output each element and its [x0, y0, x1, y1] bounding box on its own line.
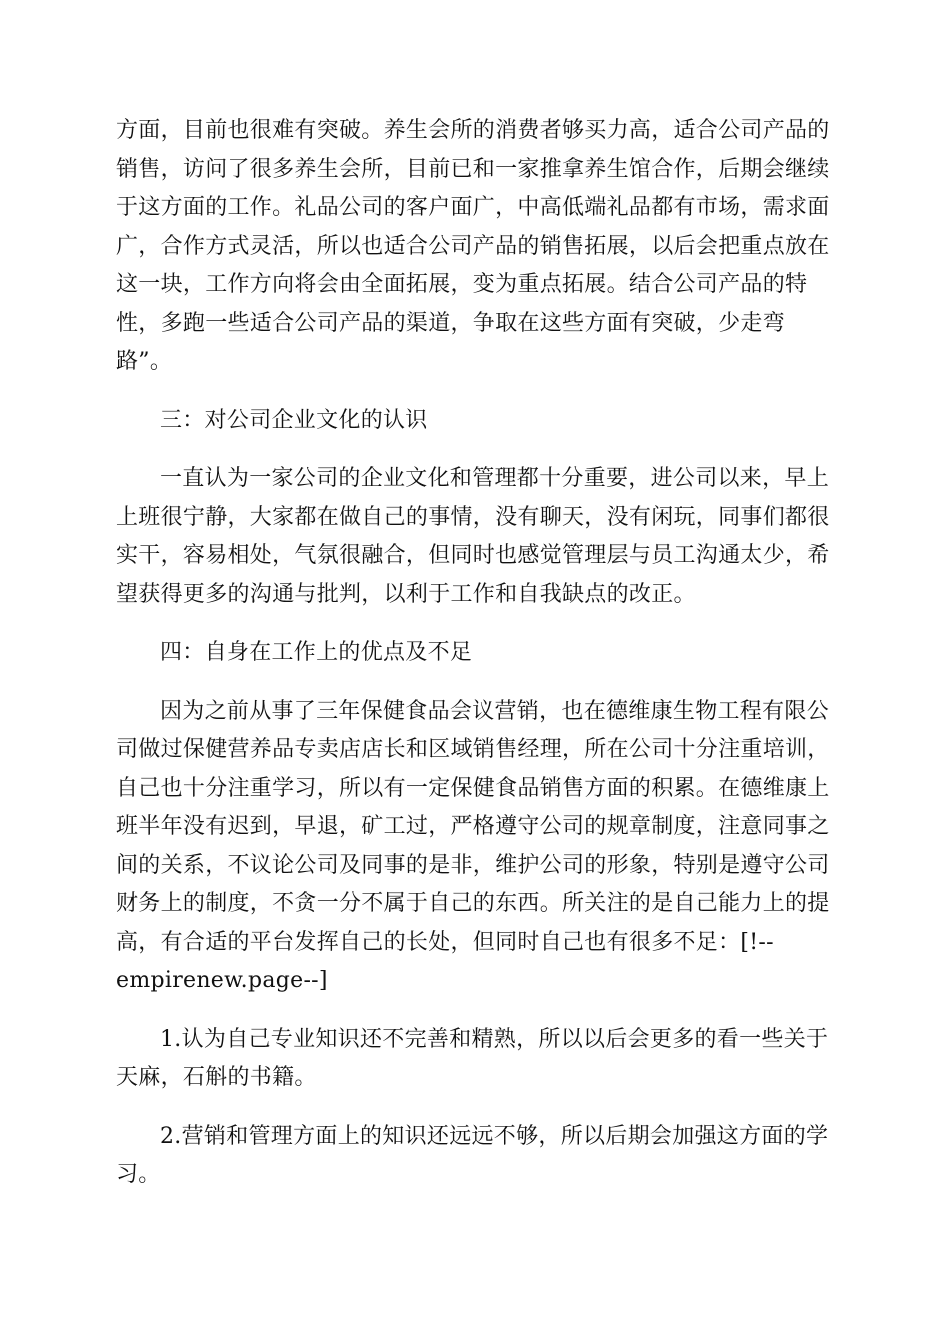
text-line: 1.认为自己专业知识还不完善和精熟，所以以后会更多的看一些关于	[160, 1026, 829, 1052]
text-line: 望获得更多的沟通与批判，以利于工作和自我缺点的改正。	[116, 581, 696, 607]
text-line: 习。	[116, 1162, 161, 1187]
text-line: 上班很宁静，大家都在做自己的事情，没有聊天，没有闲玩，同事们都很	[116, 504, 830, 530]
paragraph-market-channels	[116, 112, 836, 382]
text-line: 销售，访问了很多养生会所，目前已和一家推拿养生馆合作，后期会继续	[116, 156, 830, 182]
text-line: 方面，目前也很难有突破。养生会所的消费者够买力高，适合公司产品的	[116, 118, 830, 143]
text-line: 路”。	[116, 349, 173, 374]
text-line: 因为之前从事了三年保健食品会议营销，也在德维康生物工程有限公	[160, 698, 830, 724]
text-line: 广，合作方式灵活，所以也适合公司产品的销售拓展，以后会把重点放在	[116, 233, 830, 259]
text-line: empirenew.page--]	[116, 968, 328, 993]
text-line: 实干，容易相处，气氛很融合，但同时也感觉管理层与员工沟通太少，希	[116, 543, 830, 568]
heading-line: 四：自身在工作上的优点及不足	[160, 640, 473, 665]
text-line: 司做过保健营养品专卖店店长和区域销售经理，所在公司十分注重培训，	[116, 737, 830, 762]
text-line: 高，有合适的平台发挥自己的长处，但同时自己也有很多不足：[!--	[116, 929, 774, 955]
text-line: 间的关系，不议论公司及同事的是非，维护公司的形象，特别是遵守公司	[116, 852, 830, 878]
text-line: 自己也十分注重学习，所以有一定保健食品销售方面的积累。在德维康上	[116, 775, 830, 801]
text-line: 2.营销和管理方面上的知识还远远不够，所以后期会加强这方面的学	[160, 1123, 829, 1149]
document-body	[116, 112, 836, 1195]
text-line: 天麻，石斛的书籍。	[116, 1065, 317, 1090]
paragraph-culture	[116, 460, 836, 614]
text-line: 这一块，工作方向将会由全面拓展，变为重点拓展。结合公司产品的特	[116, 272, 808, 297]
section-heading-strengths	[116, 634, 836, 673]
paragraph-experience	[116, 693, 836, 1001]
list-item-knowledge	[116, 1021, 836, 1098]
text-line: 班半年没有迟到，早退，矿工过，严格遵守公司的规章制度，注意同事之	[116, 814, 830, 839]
heading-line: 三：对公司企业文化的认识	[160, 407, 428, 433]
text-line: 于这方面的工作。礼品公司的客户面广，中高低端礼品都有市场，需求面	[116, 195, 830, 220]
list-item-management	[116, 1118, 836, 1195]
section-heading-culture	[116, 402, 836, 441]
text-line: 性，多跑一些适合公司产品的渠道，争取在这些方面有突破，少走弯	[116, 310, 786, 336]
text-line: 一直认为一家公司的企业文化和管理都十分重要，进公司以来，早上	[160, 466, 830, 491]
text-line: 财务上的制度，不贪一分不属于自己的东西。所关注的是自己能力上的提	[116, 891, 830, 916]
